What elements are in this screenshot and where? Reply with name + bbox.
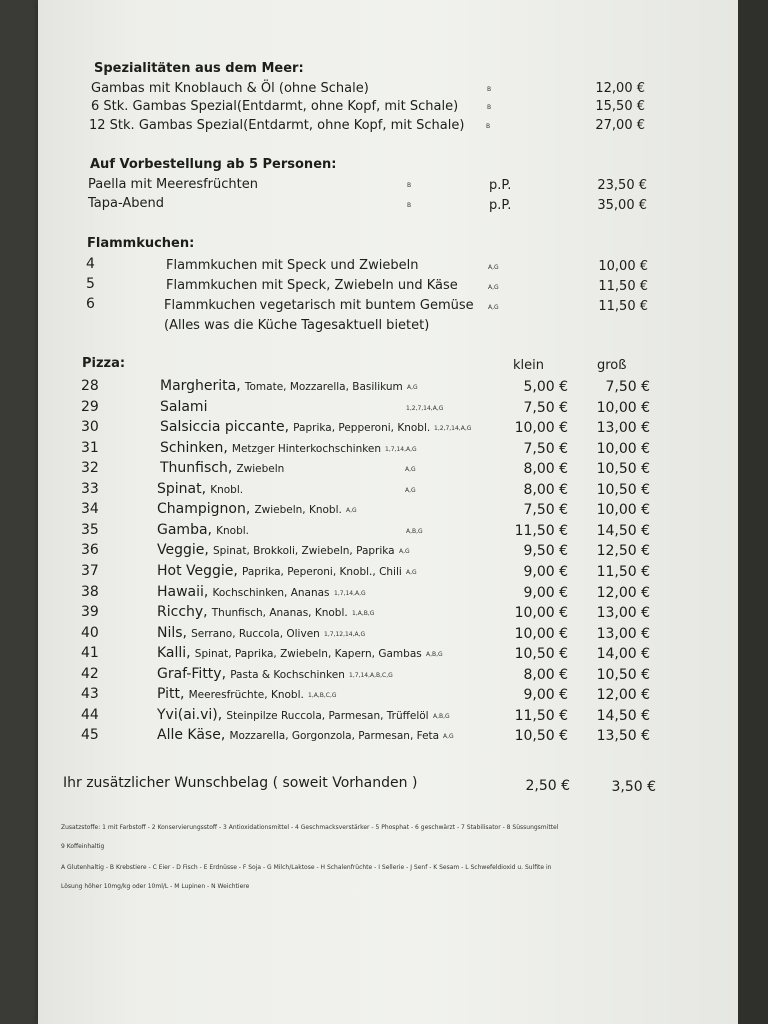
pizza-number: 33 [81, 481, 99, 497]
footnote-allergens-cont: Lösung höher 10mg/kg oder 10ml/L - M Lupinen - N Weichtiere [61, 883, 250, 890]
pizza-item [157, 542, 395, 559]
pizza-allergens: A,B,G [426, 651, 443, 658]
pizza-price-small: 9,50 € [523, 543, 568, 559]
pizza-number: 45 [81, 727, 99, 743]
pizza-description: Kochschinken, Ananas [212, 587, 330, 599]
pizza-price-large: 11,50 € [596, 564, 650, 580]
pizza-description: Pasta & Kochschinken [230, 669, 345, 681]
pizza-price-small: 10,50 € [514, 646, 568, 662]
flamm-item-name: Flammkuchen vegetarisch mit buntem Gemüse [164, 298, 474, 313]
pizza-allergens: 1,7,12,14,A,G [324, 631, 366, 638]
pizza-item [157, 666, 345, 683]
preorder-item-unit: p.P. [489, 198, 512, 213]
pizza-allergens: 1,7,14,A,G [385, 446, 417, 453]
background-edge [738, 0, 768, 1024]
pizza-description: Spinat, Brokkoli, Zwiebeln, Paprika [212, 545, 395, 557]
pizza-item [157, 707, 429, 724]
pizza-name: Salsiccia piccante, [160, 419, 290, 435]
pizza-allergens: A,G [406, 569, 417, 576]
pizza-allergens: 1,7,14,A,B,C,G [349, 672, 393, 679]
pizza-price-small: 9,00 € [523, 564, 568, 580]
pizza-description: Knobl. [210, 484, 244, 496]
pizza-price-small: 11,50 € [514, 523, 568, 539]
pizza-item [157, 604, 348, 621]
flamm-item-number: 5 [86, 276, 95, 292]
pizza-price-small: 10,50 € [514, 728, 568, 744]
pizza-price-small: 11,50 € [514, 708, 568, 724]
pizza-number: 36 [81, 542, 99, 558]
pizza-number: 31 [81, 440, 99, 456]
flamm-item-allergens: A,G [488, 284, 499, 291]
pizza-description: Knobl. [216, 525, 250, 537]
pizza-allergens: A,G [407, 384, 418, 391]
pizza-number: 30 [81, 419, 99, 435]
sea-item-allergens: B [486, 123, 491, 130]
pizza-description: Mozzarella, Gorgonzola, Parmesan, Feta [229, 730, 440, 742]
pizza-price-small: 10,00 € [514, 605, 568, 621]
pizza-item [157, 584, 330, 601]
pizza-name: Hawaii, [157, 584, 209, 600]
pizza-price-large: 13,00 € [596, 626, 650, 642]
pizza-allergens: A,G [346, 507, 357, 514]
flamm-item-price: 10,00 € [598, 259, 648, 274]
pizza-allergens: 1,A,B,C,G [308, 692, 337, 699]
pizza-name: Salami [160, 399, 208, 415]
pizza-allergens: A,G [405, 487, 416, 494]
pizza-price-small: 9,00 € [523, 687, 568, 703]
pizza-item [160, 460, 284, 477]
pizza-price-large: 12,00 € [596, 585, 650, 601]
pizza-number: 40 [81, 625, 99, 641]
pizza-number: 38 [81, 584, 99, 600]
pizza-item [157, 686, 304, 703]
pizza-description: Serrano, Ruccola, Oliven [191, 628, 320, 640]
sea-item-price: 27,00 € [595, 118, 645, 133]
sea-item-price: 12,00 € [595, 81, 645, 96]
pizza-price-large: 14,50 € [596, 523, 650, 539]
pizza-item [157, 501, 342, 518]
pizza-price-large: 7,50 € [605, 379, 650, 395]
pizza-name: Thunfisch, [160, 460, 233, 476]
flamm-item-number: 6 [86, 296, 95, 312]
pizza-number: 34 [81, 501, 99, 517]
pizza-number: 28 [81, 378, 99, 394]
pizza-name: Nils, [157, 625, 187, 641]
extra-topping-price-small: 2,50 € [525, 778, 570, 794]
pizza-description: Spinat, Paprika, Zwiebeln, Kapern, Gambas [194, 648, 422, 660]
pizza-description: Steinpilze Ruccola, Parmesan, Trüffelöl [226, 710, 429, 722]
preorder-item-unit: p.P. [489, 178, 512, 193]
pizza-price-small: 9,00 € [523, 585, 568, 601]
pizza-price-small: 10,00 € [514, 626, 568, 642]
pizza-number: 37 [81, 563, 99, 579]
pizza-number: 32 [81, 460, 99, 476]
pizza-allergens: 1,2,7,14,A,G [434, 425, 472, 432]
pizza-name: Yvi(ai.vi), [157, 707, 223, 723]
preorder-item-name: Paella mit Meeresfrüchten [88, 177, 258, 192]
pizza-price-small: 5,00 € [523, 379, 568, 395]
pizza-name: Alle Käse, [157, 727, 226, 743]
pizza-allergens: 1,2,7,14,A,G [406, 405, 444, 412]
sea-item-name: 6 Stk. Gambas Spezial(Entdarmt, ohne Kopf, mit Schale) [91, 99, 459, 114]
sea-item-name: 12 Stk. Gambas Spezial(Entdarmt, ohne Kopf, mit Schale) [89, 118, 465, 133]
pizza-item [157, 645, 422, 662]
sea-item-allergens: B [487, 104, 492, 111]
column-header-large: groß [597, 358, 627, 373]
pizza-price-large: 10,50 € [596, 461, 650, 477]
section-title-pizza: Pizza: [82, 356, 126, 371]
preorder-item-price: 35,00 € [597, 198, 647, 213]
pizza-item [160, 378, 403, 395]
pizza-price-small: 10,00 € [514, 420, 568, 436]
pizza-price-large: 10,00 € [596, 441, 650, 457]
pizza-description: Metzger Hinterkochschinken [231, 443, 382, 455]
pizza-name: Spinat, [157, 481, 207, 497]
pizza-price-large: 13,50 € [596, 728, 650, 744]
flamm-item-allergens: A,G [488, 264, 499, 271]
pizza-item [160, 399, 207, 416]
pizza-item [160, 440, 381, 457]
pizza-description: Zwiebeln [236, 463, 285, 475]
pizza-name: Ricchy, [157, 604, 208, 620]
pizza-name: Kalli, [157, 645, 191, 661]
pizza-number: 39 [81, 604, 99, 620]
pizza-allergens: A,G [443, 733, 454, 740]
pizza-description: Zwiebeln, Knobl. [254, 504, 342, 516]
pizza-name: Pitt, [157, 686, 185, 702]
pizza-number: 29 [81, 399, 99, 415]
section-title-sea: Spezialitäten aus dem Meer: [94, 61, 304, 76]
footnote-additives: Zusatzstoffe: 1 mit Farbstoff - 2 Konservierungsstoff - 3 Antioxidationsmittel - 4 Geschmacksverstärker - 5 Phosphat - 6 geschwärzt - 7 Stabilisator - 8 Süssungsmittel [61, 824, 559, 831]
flamm-item-name: Flammkuchen mit Speck, Zwiebeln und Käse [166, 278, 458, 293]
flamm-item-price: 11,50 € [598, 279, 648, 294]
flamm-item-name: Flammkuchen mit Speck und Zwiebeln [166, 258, 419, 273]
pizza-allergens: A,G [399, 548, 410, 555]
pizza-description: Paprika, Peperoni, Knobl., Chili [242, 566, 402, 578]
pizza-price-large: 10,50 € [596, 667, 650, 683]
pizza-price-large: 10,00 € [596, 502, 650, 518]
pizza-number: 44 [81, 707, 99, 723]
section-title-flammkuchen: Flammkuchen: [87, 236, 195, 251]
pizza-number: 35 [81, 522, 99, 538]
pizza-price-large: 10,50 € [596, 482, 650, 498]
pizza-description: Paprika, Pepperoni, Knobl. [293, 422, 431, 434]
column-header-small: klein [513, 358, 544, 373]
pizza-name: Champignon, [157, 501, 251, 517]
preorder-item-allergens: B [407, 182, 412, 189]
pizza-price-large: 10,00 € [596, 400, 650, 416]
pizza-price-small: 7,50 € [523, 441, 568, 457]
pizza-price-small: 8,00 € [523, 461, 568, 477]
extra-topping-price-large: 3,50 € [611, 779, 656, 795]
extra-topping-label: Ihr zusätzlicher Wunschbelag ( soweit Vorhanden ) [63, 775, 418, 791]
pizza-price-large: 12,00 € [596, 687, 650, 703]
pizza-item [157, 727, 439, 744]
pizza-price-small: 8,00 € [523, 667, 568, 683]
pizza-number: 43 [81, 686, 99, 702]
pizza-description: Meeresfrüchte, Knobl. [188, 689, 304, 701]
pizza-price-large: 13,00 € [596, 605, 650, 621]
pizza-number: 42 [81, 666, 99, 682]
pizza-price-small: 8,00 € [523, 482, 568, 498]
pizza-allergens: A,B,G [406, 528, 423, 535]
pizza-name: Hot Veggie, [157, 563, 238, 579]
footnote-allergens: A Glutenhaltig - B Krebstiere - C Eier - D Fisch - E Erdnüsse - F Soja - G Milch/Laktose - H Schalenfrüchte - I Sellerie - J Senf - K Sesam - L Schwefeldioxid u. Sulfite in [61, 864, 552, 871]
pizza-item [157, 522, 249, 539]
pizza-price-large: 13,00 € [596, 420, 650, 436]
pizza-price-small: 7,50 € [523, 502, 568, 518]
pizza-name: Margherita, [160, 378, 241, 394]
preorder-item-allergens: B [407, 202, 412, 209]
section-title-preorder: Auf Vorbestellung ab 5 Personen: [90, 157, 337, 172]
pizza-price-large: 14,00 € [596, 646, 650, 662]
sea-item-price: 15,50 € [595, 99, 645, 114]
preorder-item-price: 23,50 € [597, 178, 647, 193]
pizza-price-small: 7,50 € [523, 400, 568, 416]
pizza-item [160, 419, 430, 436]
pizza-description: Thunfisch, Ananas, Knobl. [211, 607, 348, 619]
pizza-item [157, 625, 320, 642]
pizza-name: Schinken, [160, 440, 228, 456]
footnote-caffeine: 9 Koffeinhaltig [61, 843, 105, 850]
pizza-allergens: A,B,G [433, 713, 450, 720]
sea-item-allergens: B [487, 86, 492, 93]
preorder-item-name: Tapa-Abend [88, 196, 165, 211]
pizza-name: Graf-Fitty, [157, 666, 227, 682]
flamm-note: (Alles was die Küche Tagesaktuell bietet) [164, 318, 430, 333]
pizza-name: Veggie, [157, 542, 209, 558]
pizza-allergens: 1,A,B,G [352, 610, 375, 617]
pizza-number: 41 [81, 645, 99, 661]
sea-item-name: Gambas mit Knoblauch & Öl (ohne Schale) [91, 81, 369, 96]
pizza-allergens: A,G [405, 466, 416, 473]
pizza-price-large: 12,50 € [596, 543, 650, 559]
flamm-item-allergens: A,G [488, 304, 499, 311]
pizza-allergens: 1,7,14,A,G [334, 590, 366, 597]
pizza-price-large: 14,50 € [596, 708, 650, 724]
pizza-item [157, 563, 402, 580]
pizza-description: Tomate, Mozzarella, Basilikum [244, 381, 403, 393]
flamm-item-number: 4 [86, 256, 95, 272]
flamm-item-price: 11,50 € [598, 299, 648, 314]
pizza-name: Gamba, [157, 522, 212, 538]
pizza-item [157, 481, 243, 498]
